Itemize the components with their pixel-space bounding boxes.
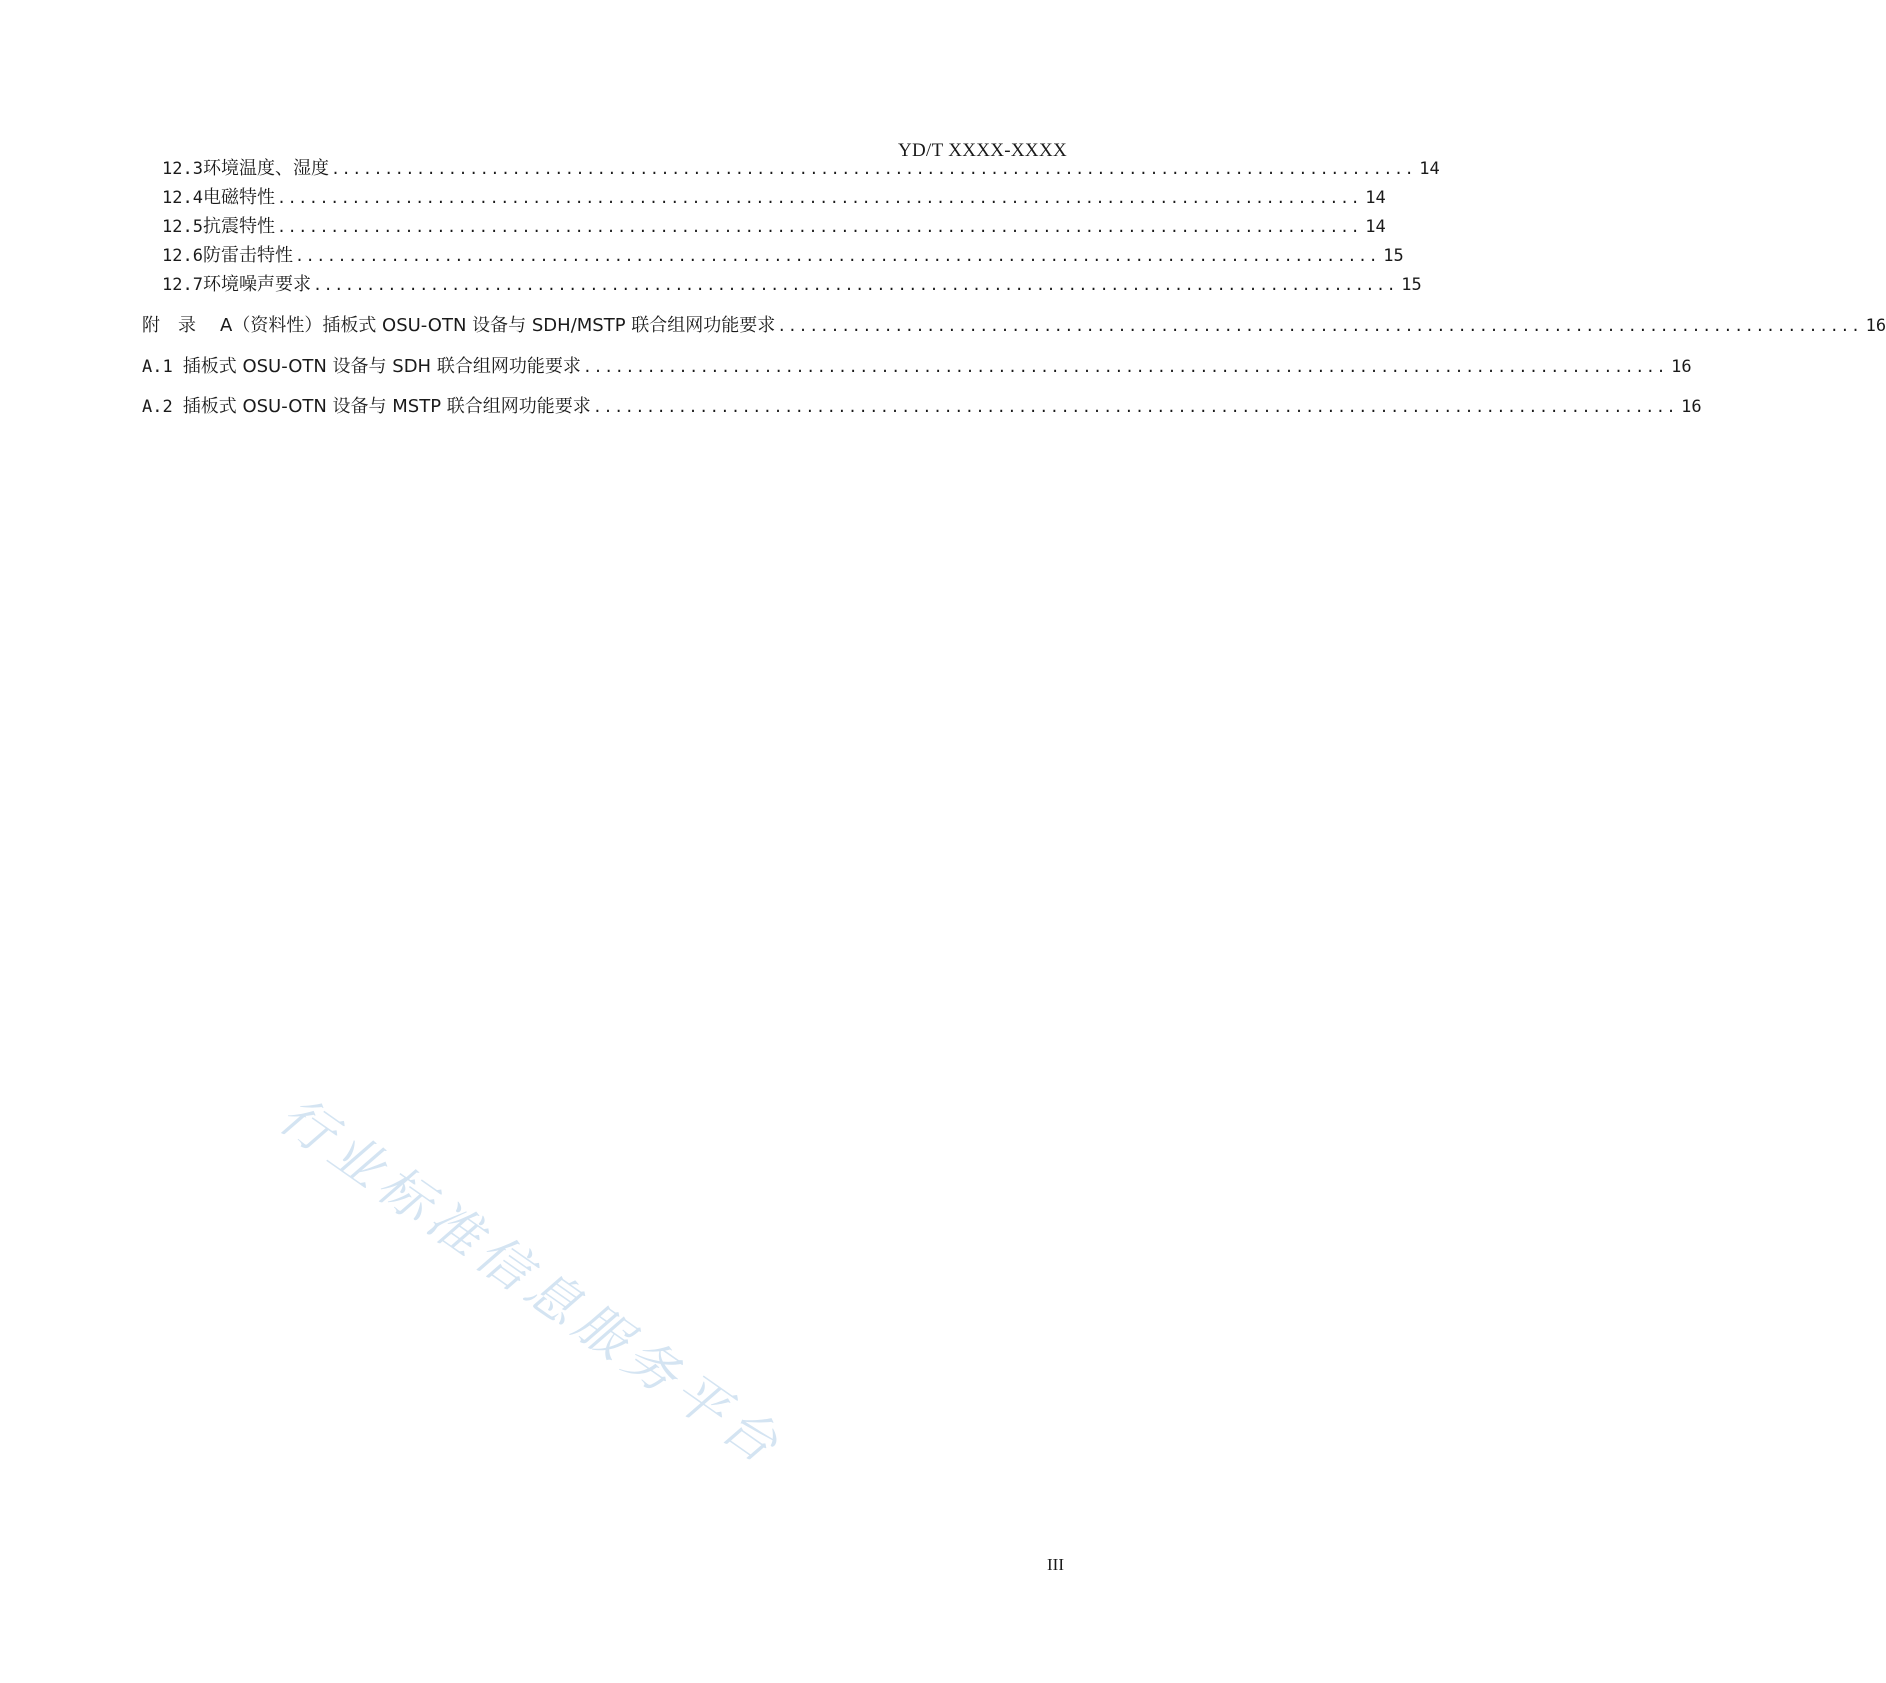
- toc-leader: ......................................................................................................: [582, 358, 1668, 376]
- toc-entry-page: 15: [1401, 275, 1422, 295]
- toc-entry-title: [142, 314, 775, 338]
- toc-entry-number: 12.5: [162, 217, 203, 237]
- toc-entry-page: 16: [1671, 357, 1692, 377]
- toc-leader: ......................................................................................................: [276, 218, 1362, 236]
- toc-entry-appendix-a[interactable]: [142, 314, 1886, 338]
- toc-entry-number: 12.3: [162, 159, 203, 179]
- appendix-label: 附 录: [142, 315, 196, 336]
- page-number: III: [1047, 1555, 1064, 1574]
- toc-entry-12-7[interactable]: [162, 273, 1422, 297]
- toc-entry-page: 14: [1365, 188, 1386, 208]
- toc-entry-title: 电磁特性: [202, 187, 275, 208]
- toc-entry-title: 抗震特性: [202, 216, 275, 237]
- watermark: 行业标准信息服务平台: [268, 1085, 795, 1479]
- toc-entry-title: 环境温度、湿度: [202, 158, 329, 179]
- toc-entry-page: 16: [1865, 316, 1886, 336]
- toc-entry-number: A.2: [142, 397, 173, 417]
- toc-entry-number: A.1: [142, 357, 173, 377]
- toc-entry-page: 16: [1681, 397, 1702, 417]
- toc-entry-title: 插板式 OSU-OTN 设备与 SDH 联合组网功能要求: [182, 356, 581, 377]
- toc-entry-title: 防雷击特性: [202, 245, 293, 266]
- toc-entry-number: 12.7: [162, 275, 203, 295]
- toc-leader: ......................................................................................................: [592, 398, 1678, 416]
- toc-leader: ......................................................................................................: [330, 160, 1416, 178]
- toc-entry-a-2[interactable]: [142, 395, 1702, 419]
- toc-leader: ......................................................................................................: [276, 189, 1362, 207]
- toc-leader: ......................................................................................................: [777, 317, 1862, 335]
- toc-entry-12-3[interactable]: [162, 157, 1440, 181]
- standard-code: YD/T XXXX-XXXX: [897, 140, 1067, 161]
- toc-entry-title: 环境噪声要求: [202, 274, 311, 295]
- toc-entry-12-5[interactable]: [162, 215, 1386, 239]
- toc-entry-page: 15: [1383, 246, 1404, 266]
- toc-entry-number: 12.4: [162, 188, 203, 208]
- appendix-title: A（资料性）插板式 OSU-OTN 设备与 SDH/MSTP 联合组网功能要求: [220, 315, 776, 336]
- toc-entry-12-4[interactable]: [162, 186, 1386, 210]
- toc-entry-12-6[interactable]: [162, 244, 1404, 268]
- toc-entry-page: 14: [1365, 217, 1386, 237]
- toc-leader: ......................................................................................................: [312, 276, 1398, 294]
- toc-entry-number: 12.6: [162, 246, 203, 266]
- toc-entry-title: 插板式 OSU-OTN 设备与 MSTP 联合组网功能要求: [182, 396, 591, 417]
- toc-entry-a-1[interactable]: [142, 355, 1692, 379]
- toc-leader: ......................................................................................................: [294, 247, 1380, 265]
- toc-entry-page: 14: [1419, 159, 1440, 179]
